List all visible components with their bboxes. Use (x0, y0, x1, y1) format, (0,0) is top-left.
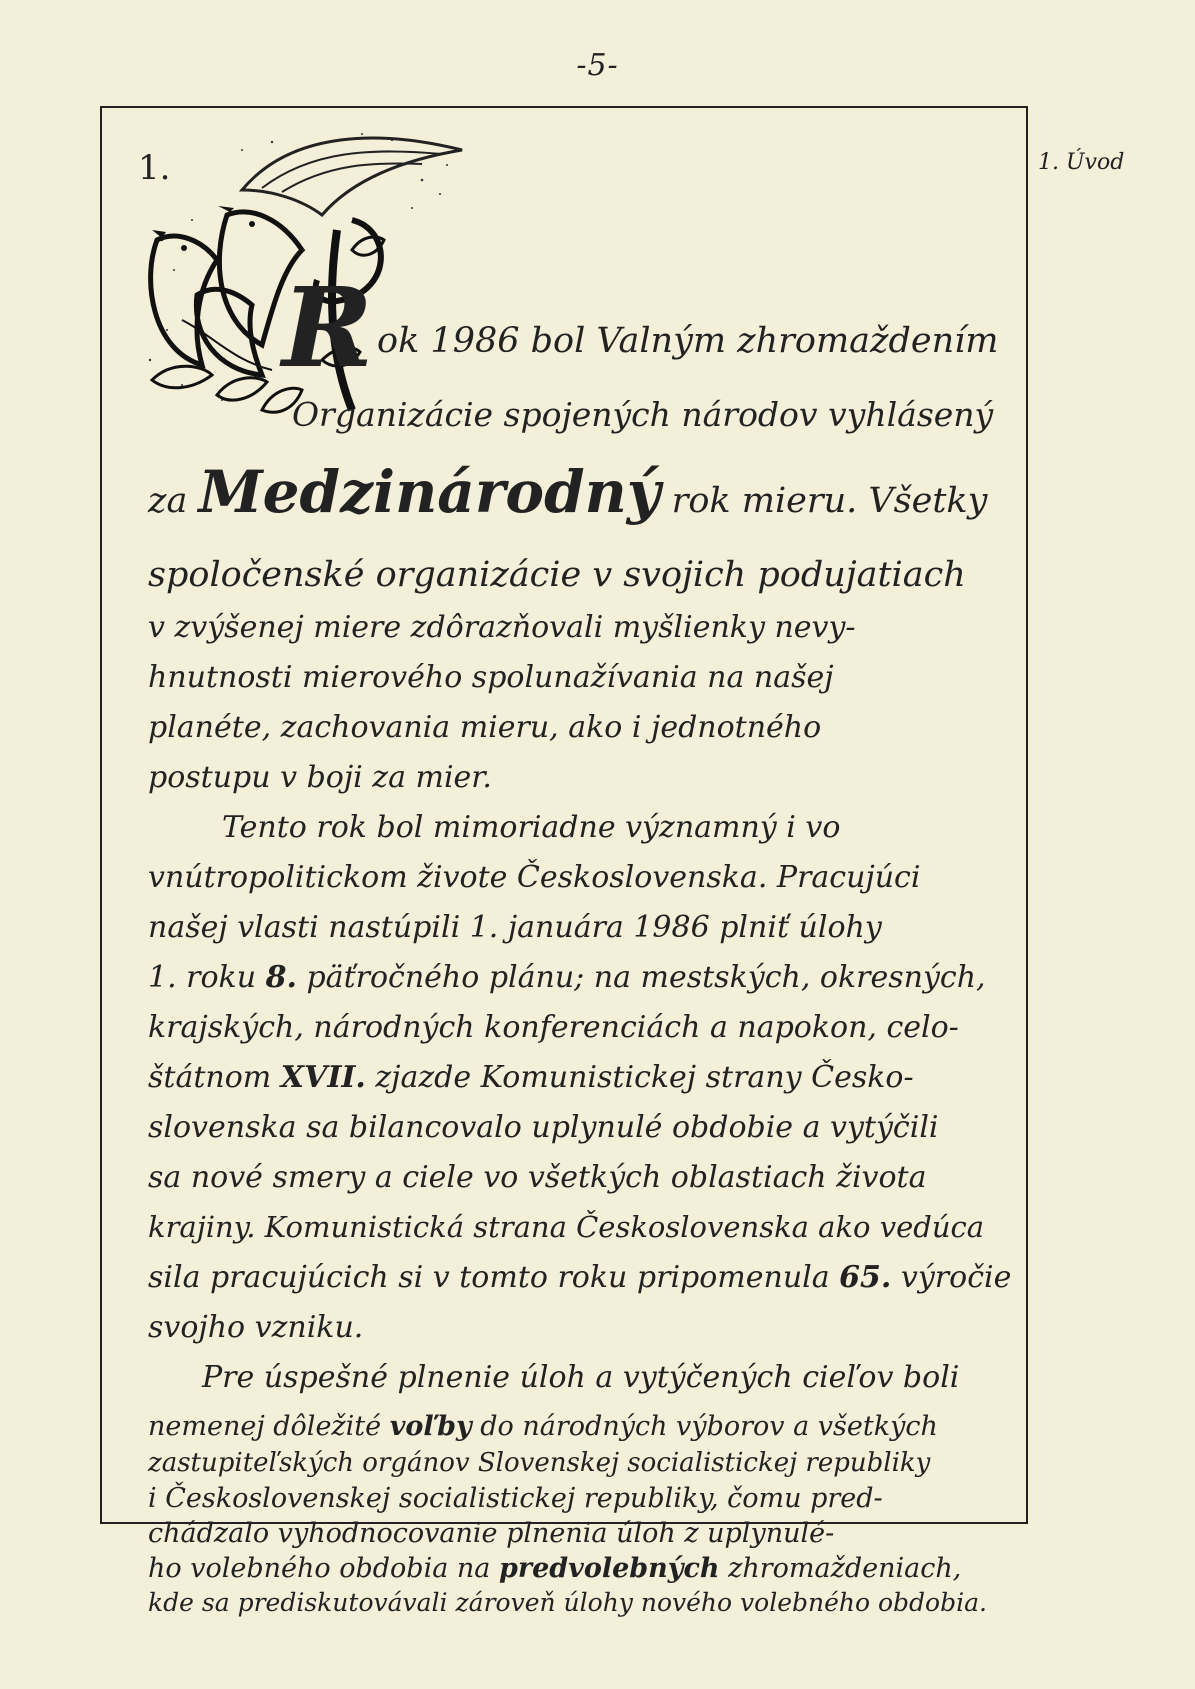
line-pre: za (148, 481, 188, 521)
text-line-12 (148, 960, 986, 995)
line-emph: predvolebných (498, 1553, 720, 1584)
line-text: vnútropolitickom živote Československa. Pracujúci (148, 860, 921, 895)
line-post: rok mieru. Všetky (660, 481, 988, 521)
line-text: i Československej socialistickej republiky, čomu pred- (148, 1483, 883, 1514)
text-line-21 (148, 1413, 938, 1440)
line-pre: nemenej dôležité (148, 1411, 390, 1442)
text-line-20 (202, 1360, 960, 1395)
line-text: slovenska sa bilancovalo uplynulé obdobie a vytýčili (148, 1110, 939, 1145)
line-post: zjazde Komunistickej strany Česko- (365, 1060, 914, 1095)
line-emph: Medzinárodný (198, 458, 661, 526)
text-line-26 (148, 1590, 987, 1615)
line-text: Pre úspešné plnenie úloh a vytýčených cieľov boli (202, 1360, 960, 1395)
text-line-7 (148, 710, 822, 745)
line-post: výročie (891, 1260, 1012, 1295)
line-pre: 1. roku (148, 960, 266, 995)
text-line-10 (148, 860, 921, 895)
line-text: ok 1986 bol Valným zhromaždením (377, 321, 999, 361)
line-text: hnutnosti mierového spolunažívania na našej (148, 660, 834, 695)
line-emph: XVII. (280, 1060, 366, 1095)
text-line-24 (148, 1520, 834, 1547)
line-text: chádzalo vyhodnocovanie plnenia úloh z uplynulé- (148, 1518, 835, 1549)
line-pre: ho volebného obdobia na (148, 1553, 499, 1584)
chapter-number: 1. (138, 148, 171, 188)
text-line-9 (222, 810, 841, 845)
text-line-25 (148, 1555, 961, 1582)
line-post: päťročného plánu; na mestských, okresných, (296, 960, 986, 995)
page-number: -5- (576, 48, 619, 83)
text-line-22 (148, 1450, 930, 1476)
margin-note: 1. Úvod (1038, 150, 1125, 175)
line-text: v zvýšenej miere zdôrazňovali myšlienky nevy- (148, 610, 856, 645)
line-text: postupu v boji za mier. (148, 760, 492, 795)
line-text: Tento rok bol mimoriadne významný i vo (222, 810, 841, 845)
text-line-1 (282, 263, 999, 392)
text-line-23 (148, 1485, 883, 1512)
line-text: planéte, zachovania mieru, ako i jednotného (148, 710, 822, 745)
line-post: do národných výborov a všetkých (471, 1411, 938, 1442)
text-line-18 (148, 1260, 1012, 1295)
text-line-8 (148, 760, 492, 795)
line-pre: štátnom (148, 1060, 281, 1095)
line-text: svojho vzniku. (148, 1310, 364, 1345)
line-emph: voľby (389, 1411, 472, 1442)
line-text: kde sa prediskutovávali zároveň úlohy nového volebného obdobia. (148, 1588, 987, 1617)
text-line-6 (148, 660, 834, 695)
text-frame (100, 106, 1028, 1617)
line-text: spoločenské organizácie v svojich podujatiach (148, 555, 966, 595)
text-line-11 (148, 910, 882, 945)
line-post: zhromaždeniach, (719, 1553, 962, 1584)
text-line-19 (148, 1310, 364, 1345)
text-line-4 (148, 555, 966, 595)
text-line-17 (148, 1210, 985, 1244)
text-line-5 (148, 610, 856, 645)
text-line-2 (292, 395, 994, 434)
drop-cap: R (282, 263, 374, 392)
line-text: zastupiteľských orgánov Slovenskej socialistickej republiky (148, 1448, 931, 1478)
line-pre: sila pracujúcich si v tomto roku pripomenula (148, 1260, 840, 1295)
line-text: Organizácie spojených národov vyhlásený (292, 395, 994, 434)
line-text: sa nové smery a ciele vo všetkých oblastiach života (148, 1160, 927, 1195)
line-emph: 8. (265, 960, 297, 995)
text-line-15 (148, 1110, 939, 1145)
line-text: našej vlasti nastúpili 1. januára 1986 plniť úlohy (148, 910, 882, 945)
line-emph: 65. (839, 1260, 892, 1295)
text-line-3 (148, 458, 988, 526)
text-line-16 (148, 1160, 927, 1195)
text-line-14 (148, 1060, 914, 1095)
line-text: krajských, národných konferenciách a napokon, celo- (148, 1010, 959, 1045)
line-text: krajiny. Komunistická strana Československa ako vedúca (148, 1210, 985, 1244)
text-line-13 (148, 1010, 959, 1045)
